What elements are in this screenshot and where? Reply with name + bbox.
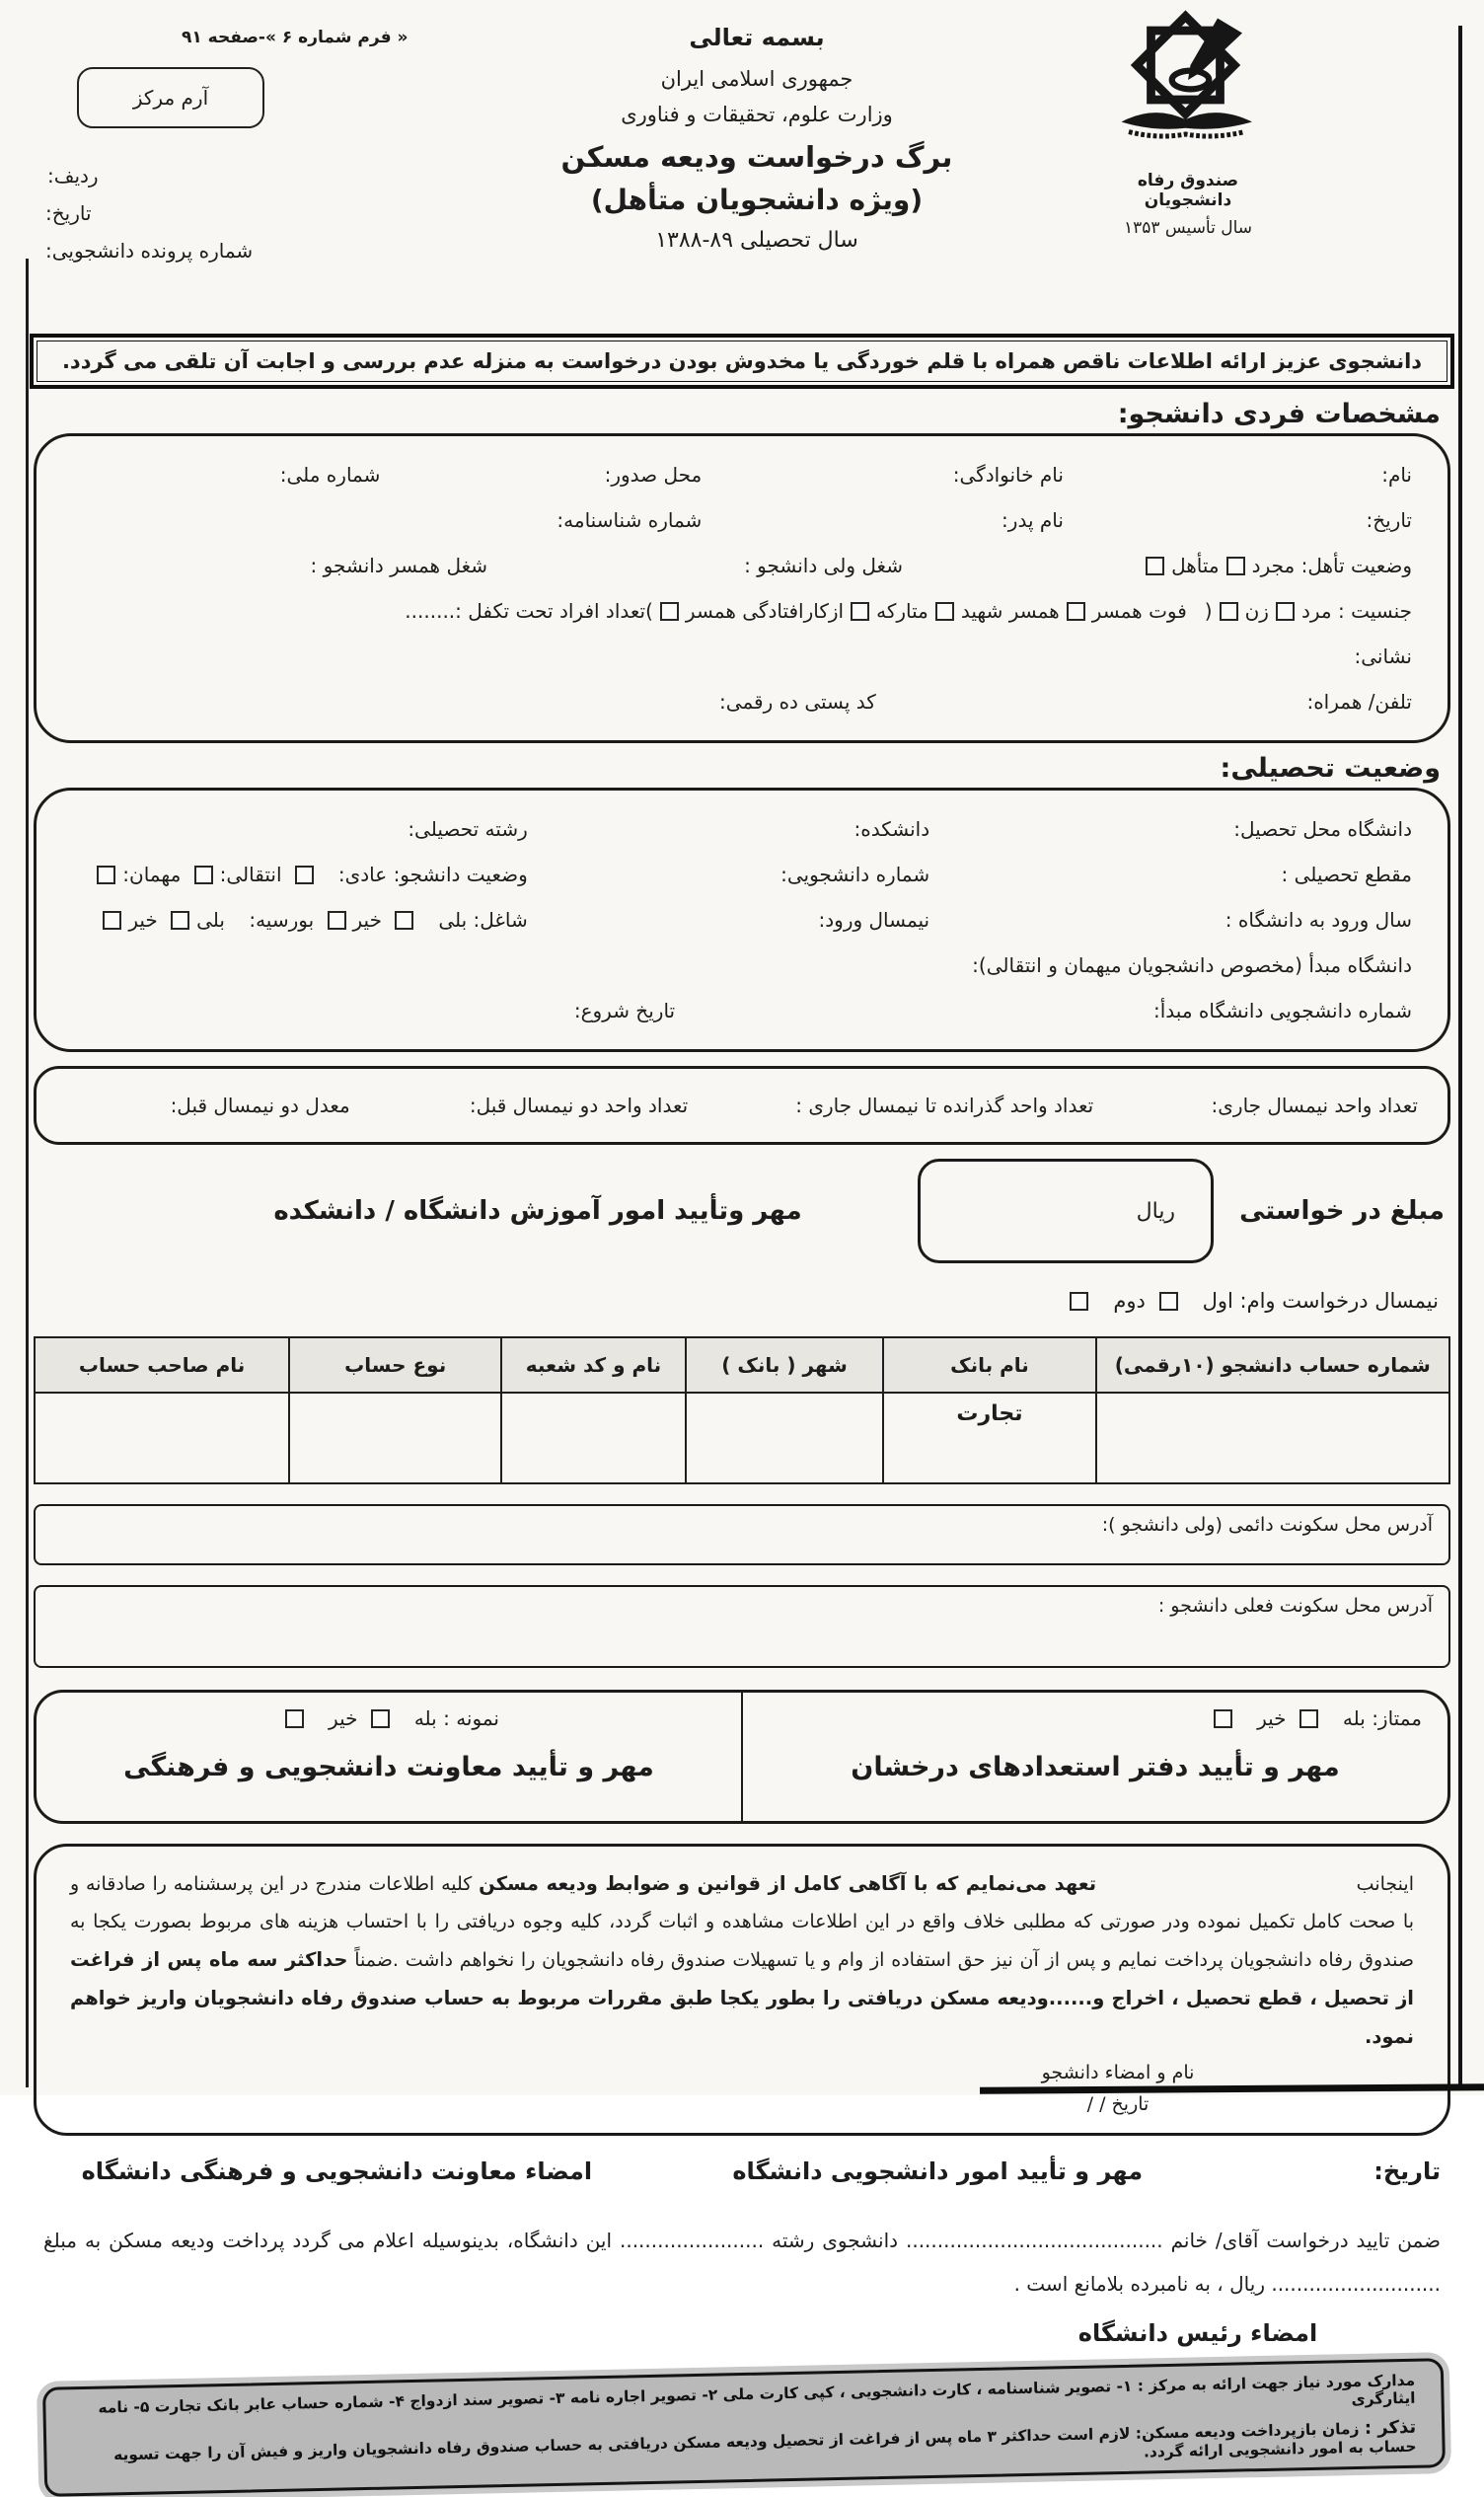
welfare-fund-logo-icon bbox=[1114, 16, 1262, 164]
form-header bbox=[0, 0, 1484, 328]
gender-group: جنسیت : مردزن bbox=[1213, 599, 1412, 623]
status-normal-checkbox[interactable] bbox=[295, 866, 314, 884]
guardian-job-field[interactable]: شغل ولی دانشجو : bbox=[744, 554, 903, 577]
currency-label: ریال bbox=[1136, 1198, 1176, 1224]
divorce-checkbox[interactable] bbox=[851, 602, 869, 621]
talent-office-cell bbox=[741, 1693, 1447, 1821]
education-section-title: وضعیت تحصیلی: bbox=[1220, 753, 1441, 784]
martyr-spouse-option: همسر شهید bbox=[928, 599, 1060, 623]
spouse-disability-checkbox[interactable] bbox=[660, 602, 679, 621]
bank-table-header-row bbox=[35, 1337, 1449, 1393]
commitment-paragraph bbox=[70, 1864, 1414, 2056]
bank-table-data-row bbox=[35, 1393, 1449, 1483]
education-row-1 bbox=[72, 806, 1412, 852]
account-number-cell[interactable] bbox=[1096, 1393, 1450, 1483]
issue-place-field[interactable]: محل صدور: bbox=[604, 463, 703, 487]
origin-university-field[interactable]: دانشگاه مبدأ (مخصوص دانشجویان میهمان و انتقالی): bbox=[972, 953, 1412, 977]
row-number-field[interactable]: ردیف: bbox=[47, 164, 99, 188]
personal-section-title: مشخصات فردی دانشجو: bbox=[1117, 399, 1441, 429]
dependents-field[interactable]: تعداد افراد تحت تکفل :........ bbox=[405, 599, 646, 623]
semester-second-checkbox[interactable] bbox=[1070, 1292, 1088, 1311]
personal-row-2 bbox=[72, 497, 1412, 543]
talent-yes-checkbox[interactable] bbox=[1299, 1709, 1318, 1728]
center-logo-placeholder-box: آرم مرکز bbox=[77, 67, 264, 128]
amount-input-box[interactable] bbox=[918, 1159, 1214, 1263]
martyr-spouse-checkbox[interactable] bbox=[935, 602, 954, 621]
entry-semester-field[interactable]: نیمسال ورود: bbox=[818, 908, 930, 932]
student-file-number-field[interactable]: شماره پرونده دانشجویی: bbox=[45, 239, 254, 263]
welfare-fund-logo-block bbox=[1094, 16, 1282, 238]
education-office-stamp-area: مهر وتأیید امور آموزش دانشگاه / دانشکده bbox=[273, 1196, 802, 1226]
amount-blank[interactable]: ........................... bbox=[1271, 2272, 1441, 2296]
employed-no-checkbox[interactable] bbox=[328, 911, 346, 930]
semester-first-checkbox[interactable] bbox=[1159, 1292, 1178, 1311]
requested-amount-label: مبلغ در خواستی bbox=[1239, 1196, 1445, 1226]
personal-info-box bbox=[34, 433, 1450, 743]
student-signature-date: تاریخ / / bbox=[1086, 2093, 1150, 2115]
male-checkbox[interactable] bbox=[1276, 602, 1295, 621]
units-box bbox=[34, 1066, 1450, 1145]
current-address-label: آدرس محل سکونت فعلی دانشجو : bbox=[1157, 1595, 1433, 1617]
country-name: جمهوری اسلامی ایران bbox=[660, 67, 853, 91]
col-account-number: شماره حساب دانشجو (۱۰رقمی) bbox=[1096, 1337, 1450, 1393]
current-units-field[interactable]: تعداد واحد نیمسال جاری: bbox=[1211, 1094, 1418, 1117]
major-blank[interactable]: ....................... bbox=[619, 2229, 765, 2252]
name-field[interactable]: نام: bbox=[1381, 463, 1412, 487]
postal-code-field[interactable]: کد پستی ده رقمی: bbox=[719, 690, 876, 714]
family-name-field[interactable]: نام خانوادگی: bbox=[952, 463, 1064, 487]
education-row-3 bbox=[72, 897, 1412, 943]
spouse-job-field[interactable]: شغل همسر دانشجو : bbox=[310, 554, 487, 577]
id-certificate-field[interactable]: شماره شناسنامه: bbox=[556, 508, 703, 532]
start-date-field[interactable]: تاریخ شروع: bbox=[573, 999, 676, 1022]
col-bank-city: شهر ( بانک ) bbox=[686, 1337, 884, 1393]
prev-two-gpa-field[interactable]: معدل دو نیمسال قبل: bbox=[170, 1094, 350, 1117]
permanent-address-box[interactable] bbox=[34, 1504, 1450, 1565]
talent-office-stamp: مهر و تأیید دفتر استعدادهای درخشان bbox=[851, 1752, 1340, 1782]
form-number-ref: « فرم شماره ۶ »-صفحه ۹۱ bbox=[182, 28, 408, 47]
exemplary-no-checkbox[interactable] bbox=[285, 1709, 304, 1728]
spouse-death-option: فوت همسر bbox=[1060, 599, 1187, 623]
talent-options: ممتاز: بله خیر bbox=[769, 1706, 1422, 1730]
student-affairs-stamp-area: مهر و تأیید امور دانشجویی دانشگاه bbox=[732, 2157, 1144, 2185]
education-row-4 bbox=[72, 943, 1412, 988]
marital-status-group: وضعیت تأهل: مجردمتأهل bbox=[903, 554, 1412, 577]
commitment-opening: اینجانب bbox=[1356, 1873, 1414, 1895]
branch-cell[interactable] bbox=[501, 1393, 685, 1483]
bank-name-cell[interactable]: تجارت bbox=[883, 1393, 1095, 1483]
personal-row-4: جنسیت : مردزن ( فوت همسر همسر شهید متارکه ازکارافتادگی همسر ) تعداد افراد تحت تکفل :........ bbox=[405, 599, 1412, 623]
header-date-field[interactable]: تاریخ: bbox=[45, 201, 92, 225]
national-id-field[interactable]: شماره ملی: bbox=[279, 463, 381, 487]
deputy-cell bbox=[37, 1693, 741, 1821]
bank-account-table bbox=[34, 1336, 1450, 1484]
account-owner-cell[interactable] bbox=[35, 1393, 289, 1483]
approval-date-field[interactable]: تاریخ: bbox=[1373, 2157, 1441, 2185]
permanent-address-label: آدرس محل سکونت دائمی (ولی دانشجو ): bbox=[1101, 1514, 1433, 1536]
col-account-owner: نام صاحب حساب bbox=[35, 1337, 289, 1393]
single-checkbox[interactable] bbox=[1226, 557, 1245, 575]
female-checkbox[interactable] bbox=[1220, 602, 1238, 621]
warning-text: دانشجوی عزیز ارائه اطلاعات ناقص همراه با قلم خوردگی یا مخدوش بودن درخواست به منزله عدم بررسی و اجابت آن تلقی می گردد. bbox=[37, 340, 1447, 382]
university-approval-row bbox=[43, 2157, 1441, 2185]
student-status-group: وضعیت دانشجو: عادی: انتقالی: مهمان: bbox=[72, 863, 528, 886]
ministry-name: وزارت علوم، تحقیقات و فناوری bbox=[621, 103, 893, 126]
home-address-field[interactable]: نشانی: bbox=[1354, 644, 1412, 668]
commitment-bold-2: حداکثر سه ماه پس از فراغت از تحصیل ، قطع تحصیل ، اخراج و......ودیعه مسکن دریافتی را بطور یکجا طبق مقررات مربوط به حساب صندوق رفاه دانشجویان واریز خواهم نمود. bbox=[70, 1948, 1414, 2048]
col-bank-name: نام بانک bbox=[883, 1337, 1095, 1393]
father-name-field[interactable]: نام پدر: bbox=[1002, 508, 1064, 532]
col-account-type: نوع حساب bbox=[289, 1337, 501, 1393]
required-documents-line: مدارک مورد نیاز جهت ارائه به مرکز : ۱- تصویر شناسنامه ، کارت دانشجویی ، کپی کارت ملی ۲- تصویر اجاره نامه ۳- تصویر سند ازدواج ۴- شماره حساب عابر بانک تجارت ۵- نامه ایثارگری bbox=[98, 2371, 1416, 2417]
fund-name: صندوق رفاه دانشجویان bbox=[1137, 171, 1239, 210]
personal-row-1 bbox=[72, 452, 1412, 497]
major-field[interactable]: رشته تحصیلی: bbox=[408, 817, 528, 841]
form-subtitle: (ویژه دانشجویان متأهل) bbox=[590, 184, 924, 216]
applicant-name-blank[interactable]: ......................................... bbox=[905, 2229, 1163, 2252]
units-row bbox=[66, 1083, 1418, 1128]
title-block bbox=[493, 24, 1020, 253]
talent-no-checkbox[interactable] bbox=[1214, 1709, 1232, 1728]
account-type-cell[interactable] bbox=[289, 1393, 501, 1483]
phone-field[interactable]: تلفن/ همراه: bbox=[1306, 690, 1412, 714]
status-guest-checkbox[interactable] bbox=[97, 866, 115, 884]
scholarship-yes-checkbox[interactable] bbox=[171, 911, 189, 930]
scan-edge-right bbox=[1458, 26, 1462, 2087]
note-label: تذکر : bbox=[1364, 2416, 1417, 2439]
warning-banner bbox=[30, 334, 1454, 389]
status-transfer-checkbox[interactable] bbox=[194, 866, 213, 884]
personal-row-5 bbox=[72, 634, 1412, 679]
footer-notes-strip bbox=[42, 2358, 1446, 2497]
spouse-death-checkbox[interactable] bbox=[1067, 602, 1085, 621]
exemplary-yes-checkbox[interactable] bbox=[371, 1709, 390, 1728]
bismillah: بسمه تعالی bbox=[689, 24, 825, 51]
personal-row-6 bbox=[72, 679, 1412, 724]
university-field[interactable]: دانشگاه محل تحصیل: bbox=[1233, 817, 1412, 841]
spouse-disability-option: ازکارافتادگی همسر bbox=[653, 599, 844, 623]
divorce-option: متارکه bbox=[844, 599, 928, 623]
amount-section bbox=[39, 1159, 1445, 1313]
exemplary-options: نمونه : بله خیر bbox=[62, 1706, 715, 1730]
married-checkbox[interactable] bbox=[1146, 557, 1164, 575]
passed-units-field[interactable]: تعداد واحد گذرانده تا نیمسال جاری : bbox=[795, 1094, 1094, 1117]
loan-semester-group: نیمسال درخواست وام: اول دوم bbox=[39, 1289, 1439, 1313]
personal-row-3 bbox=[72, 543, 1412, 588]
degree-level-field[interactable]: مقطع تحصیلی : bbox=[1281, 863, 1412, 886]
confirmation-paragraph: ضمن تایید درخواست آقای/ خانم ......................................... دانشجوی رشته ....................... این دانشگاه، بدینوسیله اعلام می گردد پرداخت ودیعه مسکن به مبلغ ........................... ریال ، به نامبرده بلامانع است . bbox=[43, 2229, 1441, 2296]
deputy-stamp: مهر و تأیید معاونت دانشجویی و فرهنگی bbox=[123, 1752, 654, 1782]
commitment-bold-1: تعهد می‌نمایم که با آگاهی کامل از قوانین و ضوابط ودیعه مسکن bbox=[479, 1872, 1097, 1895]
education-row-5 bbox=[72, 988, 1412, 1033]
entry-year-field[interactable]: سال ورود به دانشگاه : bbox=[1224, 908, 1412, 932]
academic-year-value: ۱۳۸۸-۸۹ bbox=[655, 228, 734, 253]
academic-year: سال تحصیلی ۱۳۸۸-۸۹ bbox=[655, 228, 858, 253]
current-address-box[interactable] bbox=[34, 1585, 1450, 1668]
bank-city-cell[interactable] bbox=[686, 1393, 884, 1483]
commitment-body: کلیه اطلاعات مندرج در این پرسشنامه را صادقانه و با صحت کامل تکمیل نموده ودر صورتی که مطلبی خلاف واقع در این اطلاعات مشاهده و اثبات گردد، کلیه وجوه دریافتی را با احتساب هزینه های مربوط بصورت یکجا به صندوق رفاه دانشجویان پرداخت نمایم و پس از آن نیز حق استفاده از وام و یا تسهیلات صندوق رفاه دانشجویان را نخواهم داشت .ضمناً bbox=[70, 1873, 1414, 1971]
deputy-signature-area: امضاء معاونت دانشجویی و فرهنگی دانشگاه bbox=[81, 2157, 593, 2185]
col-branch: نام و کد شعبه bbox=[501, 1337, 685, 1393]
scan-edge-left bbox=[26, 259, 29, 2087]
form-title: برگ درخواست ودیعه مسکن bbox=[560, 140, 953, 174]
education-row-2 bbox=[72, 852, 1412, 897]
prev-two-units-field[interactable]: تعداد واحد دو نیمسال قبل: bbox=[469, 1094, 689, 1117]
note-text: زمان بازپرداخت ودیعه مسکن: لازم است حداکثر ۳ ماه پس از فراغت از تحصیل ودیعه مسکن دریافتی به حساب صندوق رفاه دانشجویان واریز و فیش آن را جهت تسویه حساب به امور دانشجویی ارائه گردد. bbox=[112, 2419, 1417, 2464]
student-number-field[interactable]: شماره دانشجویی: bbox=[780, 863, 930, 886]
scholarship-no-checkbox[interactable] bbox=[103, 911, 121, 930]
fund-founded-year: سال تأسیس ۱۳۵۳ bbox=[1123, 218, 1253, 238]
approvals-box bbox=[34, 1690, 1450, 1824]
faculty-field[interactable]: دانشکده: bbox=[853, 817, 930, 841]
student-signature-label: نام و امضاء دانشجو bbox=[1041, 2062, 1195, 2083]
employed-yes-checkbox[interactable] bbox=[395, 911, 413, 930]
origin-student-number-field[interactable]: شماره دانشجویی دانشگاه مبدأ: bbox=[1152, 999, 1412, 1022]
president-signature-area: امضاء رئیس دانشگاه bbox=[1077, 2319, 1318, 2347]
education-info-box bbox=[34, 788, 1450, 1052]
employment-group: شاغل: بلی خیر بورسیه: بلی خیر bbox=[72, 908, 528, 932]
form-meta-block bbox=[43, 28, 468, 263]
birth-date-field[interactable]: تاریخ: bbox=[1366, 508, 1412, 532]
